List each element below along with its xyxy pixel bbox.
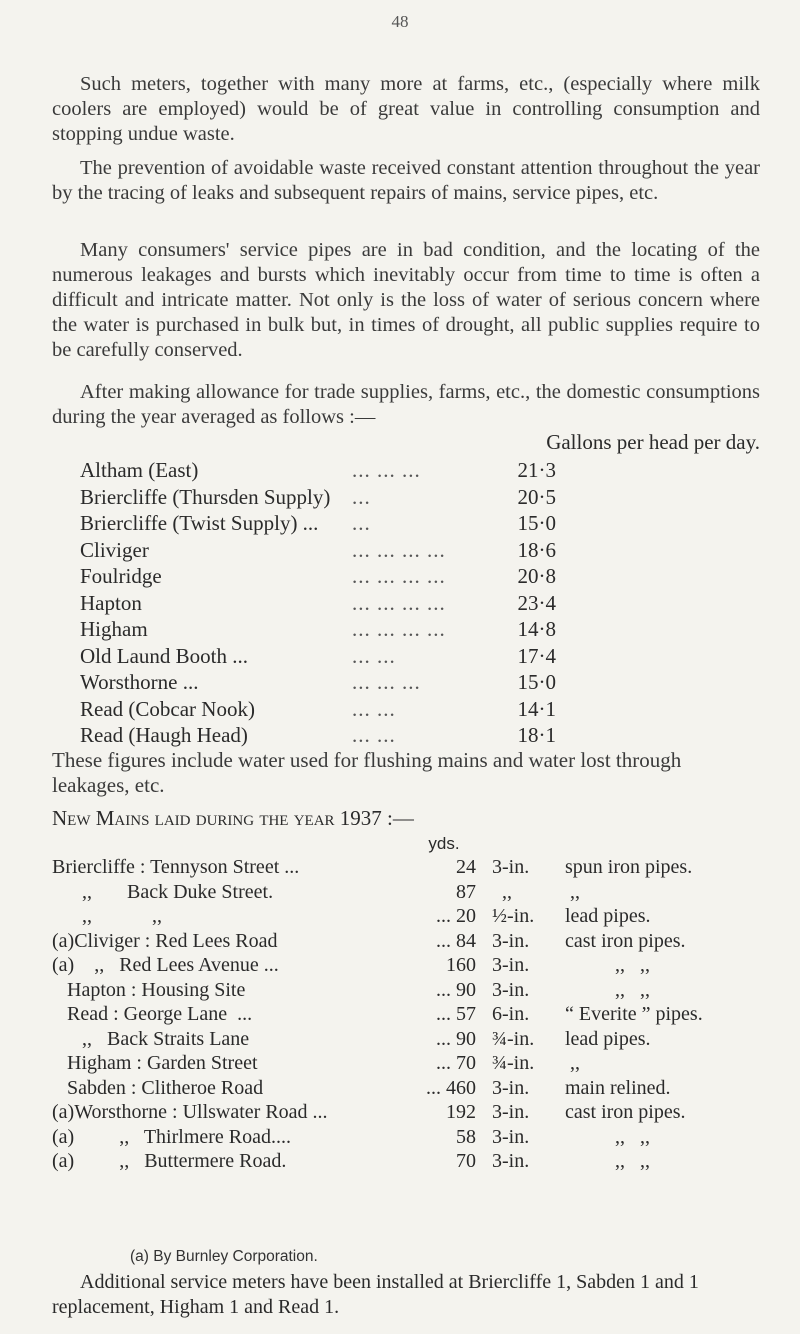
- mains-row: [0, 905, 800, 930]
- pipe-description: lead pipes.: [565, 1027, 651, 1050]
- mains-row: [0, 979, 800, 1004]
- new-mains-title: [52, 806, 414, 831]
- pipe-description: ,, ,,: [565, 1150, 650, 1172]
- pipe-size: 3-in.: [492, 929, 530, 952]
- location: Read : George Lane ...: [52, 1003, 253, 1025]
- paragraph-service-pipes: Many consumers' service pipes are in bad condition, and the locating of the numerous leakages and bursts which inevitably occur from time to time is often a difficult and intricate matter. Not only is the loss of water of serious concern where the water is purchased in bulk but, in times of drought, all public supplies require to be carefully conserved.: [52, 239, 760, 361]
- consumption-row: [52, 591, 760, 618]
- yards: ... 90: [436, 1027, 476, 1050]
- mains-row: [0, 1003, 800, 1028]
- consumption-header: Gallons per head per day.: [546, 430, 760, 454]
- pipe-size: 3-in.: [492, 856, 530, 878]
- location: ,, ,,: [52, 905, 162, 927]
- mains-row: [0, 1126, 800, 1151]
- gallons-value: 14·1: [517, 696, 556, 721]
- gallons-value: 17·4: [517, 643, 556, 668]
- mains-row: [0, 1052, 800, 1077]
- pipe-size: 3-in.: [492, 1076, 530, 1099]
- mains-row: [0, 1101, 800, 1126]
- leader-dots: ... ... ...: [352, 458, 421, 482]
- leader-dots: ... ... ... ...: [352, 590, 446, 615]
- location: (a) ,, Red Lees Avenue ...: [52, 954, 279, 976]
- consumption-closing-note: These figures include water used for flushing mains and water lost through leakages, etc.: [52, 748, 682, 797]
- yards: ... 90: [436, 978, 476, 1001]
- gallons-value: 23·4: [517, 590, 556, 615]
- leader-dots: ... ... ... ...: [352, 537, 446, 562]
- mains-row: [0, 930, 800, 955]
- paragraph-consumption-intro: After making allowance for trade supplies, farms, etc., the domestic consumptions during the year averaged as follows :—: [52, 381, 760, 428]
- pipe-size: 3-in.: [492, 978, 530, 1001]
- gallons-value: 21·3: [517, 458, 556, 482]
- leader-dots: ... ...: [352, 643, 396, 668]
- pipe-description: ,,: [565, 880, 580, 903]
- district-name: Old Laund Booth ...: [80, 643, 248, 668]
- leader-dots: ... ... ... ...: [352, 564, 446, 588]
- location: Briercliffe : Tennyson Street ...: [52, 856, 300, 878]
- paragraph-waste-prevention: The prevention of avoidable waste received constant attention throughout the year by the tracing of leaks and subsequent repairs of mains, service pipes, etc.: [52, 157, 760, 204]
- pipe-description: “ Everite ” pipes.: [565, 1003, 703, 1025]
- location: (a) ,, Buttermere Road.: [52, 1150, 287, 1172]
- paragraph-meters: Such meters, together with many more at farms, etc., (especially where milk coolers are employed) would be of great value in controlling consumption and stopping undue waste.: [52, 73, 760, 145]
- yards: ... 460: [426, 1076, 476, 1099]
- pipe-size: 3-in.: [492, 1101, 530, 1123]
- yards: 160: [446, 954, 476, 976]
- pipe-description: main relined.: [565, 1076, 671, 1099]
- pipe-size: 3-in.: [492, 1150, 530, 1172]
- pipe-size: ¾-in.: [492, 1027, 535, 1050]
- mains-row: [0, 954, 800, 979]
- gallons-value: 15·0: [517, 511, 556, 535]
- yards: ... 20: [436, 905, 476, 927]
- location: (a)Worsthorne : Ullswater Road ...: [52, 1101, 328, 1123]
- consumption-row: [52, 538, 760, 565]
- location: ,, Back Straits Lane: [52, 1027, 250, 1050]
- district-name: Altham (East): [80, 458, 199, 482]
- consumption-row: [52, 723, 760, 750]
- mains-row: [0, 881, 800, 906]
- gallons-value: 14·8: [517, 617, 556, 641]
- yards-column-header: yds.: [428, 834, 460, 853]
- location: (a)Cliviger : Red Lees Road: [52, 929, 278, 952]
- pipe-description: ,, ,,: [565, 954, 650, 976]
- pipe-size: 3-in.: [492, 1125, 530, 1148]
- yards: 87: [456, 880, 476, 903]
- gallons-value: 18·1: [517, 723, 556, 747]
- consumption-row: [52, 458, 760, 485]
- leader-dots: ... ...: [352, 696, 396, 721]
- mains-row: [0, 1077, 800, 1102]
- district-name: Worsthorne ...: [80, 670, 199, 694]
- pipe-description: spun iron pipes.: [565, 856, 693, 878]
- consumption-row: [52, 644, 760, 671]
- leader-dots: ...: [352, 511, 371, 535]
- pipe-description: ,,: [565, 1052, 580, 1074]
- district-name: Read (Haugh Head): [80, 723, 248, 747]
- paragraph-additional-meters: Additional service meters have been installed at Briercliffe 1, Sabden 1 and 1 replacement, Higham 1 and Read 1.: [52, 1271, 699, 1318]
- district-name: Foulridge: [80, 564, 162, 588]
- location: Hapton : Housing Site: [52, 978, 246, 1001]
- location: Sabden : Clitheroe Road: [52, 1076, 264, 1099]
- pipe-description: ,, ,,: [565, 978, 650, 1001]
- district-name: Hapton: [80, 590, 142, 615]
- mains-row: [0, 856, 800, 881]
- consumption-row: [52, 511, 760, 538]
- corporation-footnote: (a) By Burnley Corporation.: [130, 1248, 318, 1265]
- leader-dots: ... ... ... ...: [352, 617, 446, 641]
- location: (a) ,, Thirlmere Road....: [52, 1125, 292, 1148]
- pipe-size: ,,: [492, 880, 512, 903]
- pipe-size: ¾-in.: [492, 1052, 535, 1074]
- consumption-row: [52, 670, 760, 697]
- mains-row: [0, 1150, 800, 1175]
- leader-dots: ... ...: [352, 723, 396, 747]
- gallons-value: 20·8: [517, 564, 556, 588]
- pipe-size: ½-in.: [492, 905, 535, 927]
- yards: 192: [446, 1101, 476, 1123]
- yards: 24: [456, 856, 476, 878]
- pipe-description: cast iron pipes.: [565, 929, 686, 952]
- new-mains-title-text: New Mains laid during the year 1937 :—: [52, 806, 414, 830]
- yards: 58: [456, 1125, 476, 1148]
- pipe-description: ,, ,,: [565, 1125, 650, 1148]
- yards: ... 57: [436, 1003, 476, 1025]
- gallons-value: 18·6: [517, 537, 556, 562]
- pipe-description: cast iron pipes.: [565, 1101, 686, 1123]
- new-mains-table: [0, 856, 800, 1175]
- leader-dots: ... ... ...: [352, 670, 421, 694]
- consumption-table: [52, 458, 760, 750]
- leader-dots: ...: [352, 484, 371, 509]
- yards: ... 70: [436, 1052, 476, 1074]
- consumption-row: [52, 564, 760, 591]
- district-name: Read (Cobcar Nook): [80, 696, 255, 721]
- mains-row: [0, 1028, 800, 1053]
- consumption-row: [52, 697, 760, 724]
- consumption-row: [52, 617, 760, 644]
- page-number: 48: [391, 12, 409, 31]
- location: Higham : Garden Street: [52, 1052, 258, 1074]
- gallons-value: 15·0: [517, 670, 556, 694]
- pipe-description: lead pipes.: [565, 905, 651, 927]
- district-name: Briercliffe (Thursden Supply): [80, 484, 331, 509]
- district-name: Briercliffe (Twist Supply) ...: [80, 511, 319, 535]
- district-name: Cliviger: [80, 537, 149, 562]
- yards: ... 84: [436, 929, 476, 952]
- pipe-size: 6-in.: [492, 1003, 530, 1025]
- gallons-value: 20·5: [517, 484, 556, 509]
- consumption-row: [52, 485, 760, 512]
- yards: 70: [456, 1150, 476, 1172]
- pipe-size: 3-in.: [492, 954, 530, 976]
- location: ,, Back Duke Street.: [52, 880, 274, 903]
- district-name: Higham: [80, 617, 148, 641]
